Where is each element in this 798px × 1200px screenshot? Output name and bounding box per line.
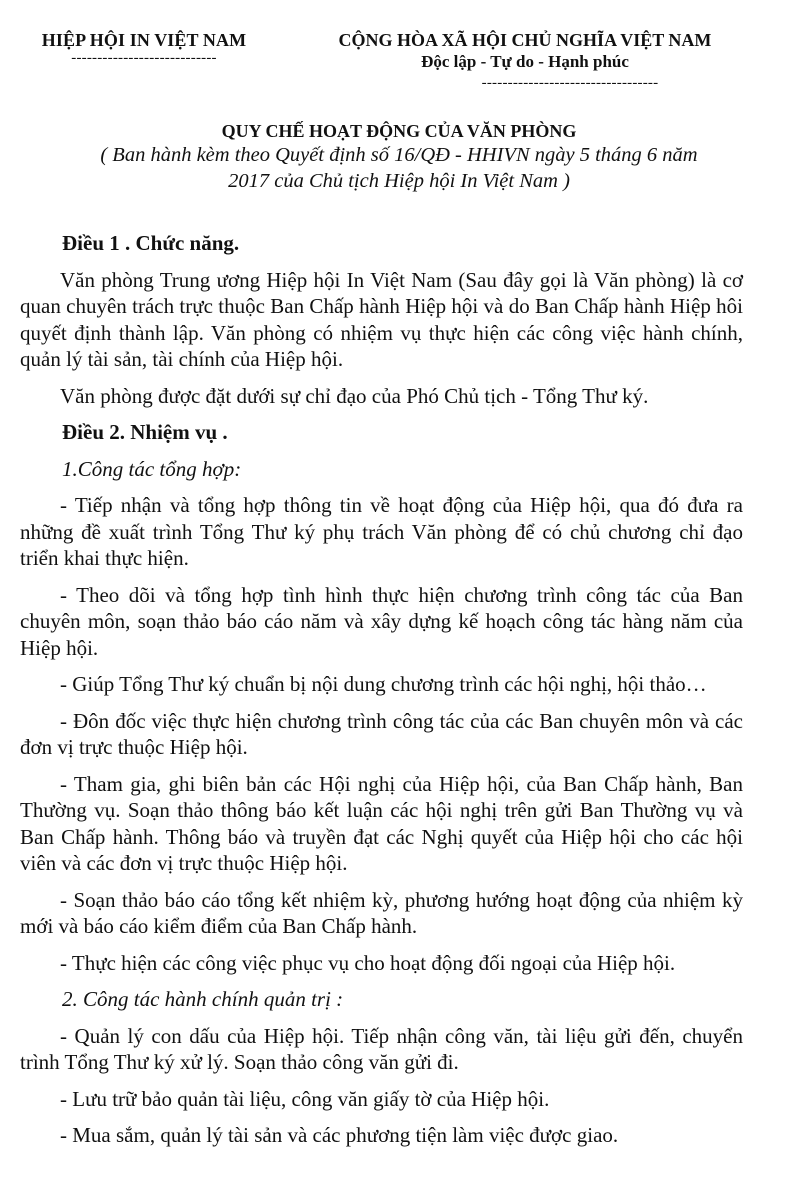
article-1-heading: Điều 1 . Chức năng. (62, 231, 240, 255)
list-item: - Theo dõi và tổng hợp tình hình thực hiện chương trình công tác của Ban chuyên môn, soạn thảo báo cáo năm và xây dựng kế hoạch công tác hàng năm của Hiệp hội. (20, 582, 743, 660)
document-title: QUY CHẾ HOẠT ĐỘNG CỦA VĂN PHÒNG (221, 121, 577, 141)
issuer-name: HIỆP HỘI IN VIỆT NAM (41, 30, 247, 50)
national-title: CỘNG HÒA XÃ HỘI CHỦ NGHĨA VIỆT NAM (338, 30, 712, 50)
article-1-paragraph: Văn phòng được đặt dưới sự chỉ đạo của Phó Chủ tịch - Tổng Thư ký. (60, 383, 649, 408)
list-item: - Lưu trữ bảo quản tài liệu, công văn giấy tờ của Hiệp hội. (60, 1086, 550, 1111)
list-item: - Soạn thảo báo cáo tổng kết nhiệm kỳ, phương hướng hoạt động của nhiệm kỳ mới và báo cáo kiểm điểm của Ban Chấp hành. (20, 887, 743, 938)
list-item: - Tiếp nhận và tổng hợp thông tin về hoạt động của Hiệp hội, qua đó đưa ra những đề xuất trình Tổng Thư ký phụ trách Văn phòng để có chủ chương chỉ đạo triển khai thực hiện. (20, 493, 743, 570)
document-body (20, 230, 743, 1159)
article-1-paragraph: Văn phòng Trung ương Hiệp hội In Việt Nam (Sau đây gọi là Văn phòng) là cơ quan chuyên trách trực thuộc Ban Chấp hành Hiệp hội và do Ban Chấp hành Hiệp hôi quyết định thành lập. Văn phòng có nhiệm vụ thực hiện các công việc hành chính, quản lý tài sản, tài chính của Hiệp hội. (20, 267, 743, 371)
national-block (306, 30, 744, 91)
document-subtitle: ( Ban hành kèm theo Quyết định số 16/QĐ - HHIVN ngày 5 tháng 6 năm 2017 của Chủ tịch Hiệp hội In Việt Nam ) (100, 144, 698, 192)
list-item: - Giúp Tổng Thư ký chuẩn bị nội dung chương trình các hội nghị, hội thảo… (60, 672, 707, 696)
list-item: - Thực hiện các công việc phục vụ cho hoạt động đối ngoại của Hiệp hội. (60, 950, 676, 975)
issuer-underline: ---------------------------- (71, 50, 217, 66)
list-item: - Mua sắm, quản lý tài sản và các phương tiện làm việc được giao. (60, 1123, 619, 1147)
national-motto: Độc lập - Tự do - Hạnh phúc (421, 52, 629, 71)
list-item: - Tham gia, ghi biên bản các Hội nghị của Hiệp hội, của Ban Chấp hành, Ban Thường vụ. Soạn thảo thông báo kết luận các hội nghị trên gửi Ban Thường vụ và Ban Chấp hành. Thông báo và truyền đạt các Nghị quyết của Hiệp hội cho các hội viên và các đơn vị trực thuộc Hiệp hội. (20, 771, 743, 875)
section-1-title: 1.Công tác tổng hợp: (62, 456, 242, 481)
list-item: - Đôn đốc việc thực hiện chương trình công tác của các Ban chuyên môn và các đơn vị trực thuộc Hiệp hội. (20, 708, 743, 759)
issuer-block (32, 30, 256, 66)
list-item: - Quản lý con dấu của Hiệp hội. Tiếp nhận công văn, tài liệu gửi đến, chuyển trình Tổng Thư ký xử lý. Soạn thảo công văn gửi đi. (20, 1023, 743, 1074)
section-2-title: 2. Công tác hành chính quản trị : (62, 987, 344, 1011)
document-header (0, 30, 798, 100)
article-2-heading: Điều 2. Nhiệm vụ . (62, 420, 228, 444)
title-block (0, 120, 798, 194)
motto-underline: ---------------------------------- (481, 75, 659, 91)
